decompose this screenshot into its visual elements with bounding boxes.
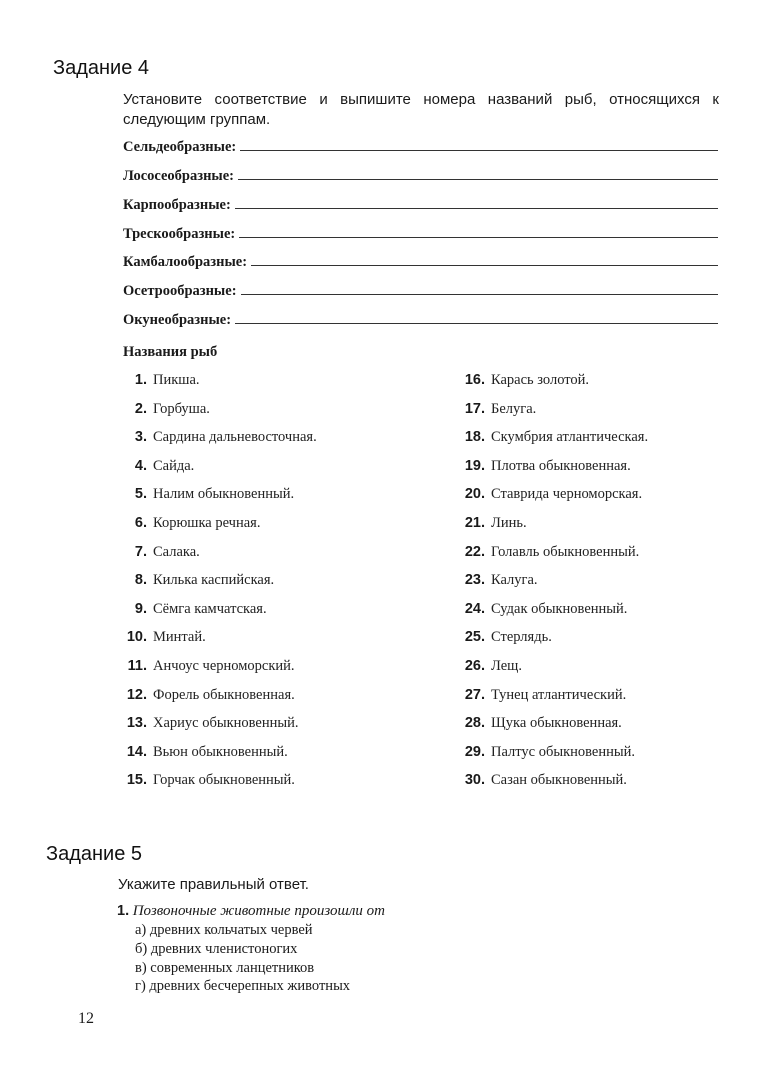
fish-number: 20. xyxy=(464,486,485,503)
fish-item xyxy=(446,458,631,478)
fish-number: 29. xyxy=(464,743,485,760)
fish-number: 27. xyxy=(464,686,485,703)
fish-name: Тунец атлантический. xyxy=(491,686,627,703)
fish-number: 30. xyxy=(464,772,485,789)
fish-number: 12. xyxy=(126,686,147,703)
group-label: Лососеобразные: xyxy=(123,168,235,184)
fish-number: 22. xyxy=(464,543,485,560)
fish-number: 24. xyxy=(464,600,485,617)
task4-title: Задание 4 xyxy=(53,57,150,79)
fish-item xyxy=(446,744,635,764)
fish-name: Голавль обыкновенный. xyxy=(491,543,640,560)
fish-number: 26. xyxy=(464,658,485,674)
task4-instruction: Установите соответствие и выпишите номера названий рыб, относящихся к следующим группам. xyxy=(123,91,719,128)
fish-item xyxy=(110,601,267,621)
fish-number: 19. xyxy=(464,457,485,474)
fish-number: 18. xyxy=(464,429,485,446)
fish-name: Ставрида черноморская. xyxy=(491,486,643,503)
fish-name: Судак обыкновенный. xyxy=(491,600,628,617)
fish-number: 28. xyxy=(464,715,485,732)
question-text: Позвоночные животные произошли от xyxy=(132,903,385,919)
fish-item xyxy=(446,372,589,392)
page-number: 12 xyxy=(78,1010,94,1027)
question-number: 1. xyxy=(117,903,130,919)
fish-item xyxy=(446,601,627,621)
fish-item xyxy=(110,658,295,678)
fish-number: 21. xyxy=(464,515,485,531)
group-label: Окунеобразные: xyxy=(123,312,232,328)
group-row-carp xyxy=(123,194,718,214)
group-label: Трескообразные: xyxy=(123,226,236,242)
fish-number: 17. xyxy=(464,400,485,417)
fish-name: Килька каспийская. xyxy=(153,572,275,589)
fish-item xyxy=(110,744,288,764)
group-label: Сельдеобразные: xyxy=(123,139,237,155)
fish-number: 5. xyxy=(134,486,147,503)
answer-line[interactable] xyxy=(239,237,718,238)
fish-number: 2. xyxy=(134,400,147,417)
group-row-salmon xyxy=(123,165,718,185)
answer-line[interactable] xyxy=(235,208,718,209)
fish-name: Линь. xyxy=(491,515,527,531)
fish-number: 8. xyxy=(134,572,147,589)
fish-name: Сёмга камчатская. xyxy=(153,600,267,617)
fish-name: Анчоус черноморский. xyxy=(153,658,295,674)
group-row-flounder xyxy=(123,251,718,271)
fish-number: 23. xyxy=(464,572,485,589)
fish-name: Корюшка речная. xyxy=(153,515,261,531)
fish-name: Калуга. xyxy=(491,572,538,589)
fish-item xyxy=(110,429,317,449)
task5-title: Задание 5 xyxy=(46,843,143,865)
fish-item xyxy=(446,715,622,735)
fish-number: 9. xyxy=(134,600,147,617)
fish-item xyxy=(110,401,210,421)
group-row-sturgeon xyxy=(123,280,718,300)
fish-item xyxy=(446,429,648,449)
fish-number: 7. xyxy=(134,543,147,560)
fish-item xyxy=(446,544,639,564)
fish-list-title: Названия рыб xyxy=(123,344,218,360)
fish-name: Минтай. xyxy=(153,629,206,646)
fish-name: Налим обыкновенный. xyxy=(153,486,295,503)
group-label: Осетрообразные: xyxy=(123,283,237,299)
fish-item xyxy=(110,715,299,735)
fish-item xyxy=(446,515,527,535)
answer-line[interactable] xyxy=(235,323,718,324)
question-1 xyxy=(117,902,385,921)
fish-name: Палтус обыкновенный. xyxy=(491,743,635,760)
fish-name: Карась золотой. xyxy=(491,372,590,388)
group-row-perch xyxy=(123,309,718,329)
answer-option-d[interactable]: г) древних бесчерепных животных xyxy=(135,978,351,994)
fish-item xyxy=(110,458,194,478)
fish-name: Лещ. xyxy=(491,658,522,674)
fish-number: 4. xyxy=(134,457,147,474)
fish-item xyxy=(446,772,627,792)
fish-item xyxy=(110,544,200,564)
fish-name: Сайда. xyxy=(153,457,195,474)
fish-name: Сазан обыкновенный. xyxy=(491,772,627,789)
fish-number: 11. xyxy=(127,658,147,674)
fish-name: Пикша. xyxy=(153,372,200,388)
answer-option-b[interactable]: б) древних членистоногих xyxy=(135,941,298,957)
group-row-herring xyxy=(123,136,718,156)
fish-number: 13. xyxy=(126,715,147,732)
fish-name: Вьюн обыкновенный. xyxy=(153,743,288,760)
fish-item xyxy=(446,486,642,506)
answer-option-c[interactable]: в) современных ланцетников xyxy=(135,960,315,976)
answer-line[interactable] xyxy=(238,179,718,180)
fish-name: Стерлядь. xyxy=(491,629,552,646)
fish-number: 6. xyxy=(134,515,147,531)
fish-name: Скумбрия атлантическая. xyxy=(491,429,649,446)
fish-item xyxy=(446,629,552,649)
answer-line[interactable] xyxy=(241,294,718,295)
fish-number: 25. xyxy=(464,629,485,646)
fish-item xyxy=(110,372,200,392)
fish-name: Форель обыкновенная. xyxy=(153,686,295,703)
answer-option-a[interactable]: а) древних кольчатых червей xyxy=(135,922,313,938)
fish-number: 10. xyxy=(126,629,147,646)
fish-item xyxy=(446,658,522,678)
group-label: Камбалообразные: xyxy=(123,254,248,270)
fish-item xyxy=(110,515,260,535)
fish-name: Плотва обыкновенная. xyxy=(491,457,631,474)
fish-name: Горбуша. xyxy=(153,400,210,417)
fish-name: Хариус обыкновенный. xyxy=(153,715,299,732)
fish-name: Белуга. xyxy=(491,400,537,417)
fish-item xyxy=(446,572,538,592)
fish-number: 3. xyxy=(134,429,147,446)
task5-instruction: Укажите правильный ответ. xyxy=(118,876,309,893)
fish-item xyxy=(110,572,274,592)
fish-name: Сардина дальневосточная. xyxy=(153,429,317,446)
fish-number: 1. xyxy=(134,372,147,388)
fish-item xyxy=(110,486,294,506)
fish-item xyxy=(110,687,295,707)
fish-item xyxy=(110,629,206,649)
fish-number: 15. xyxy=(126,772,147,789)
fish-item xyxy=(446,687,626,707)
answer-line[interactable] xyxy=(240,150,718,151)
group-label: Карпообразные: xyxy=(123,197,231,213)
fish-name: Щука обыкновенная. xyxy=(491,715,622,732)
group-row-cod xyxy=(123,223,718,243)
fish-name: Салака. xyxy=(153,543,200,560)
fish-number: 14. xyxy=(126,743,147,760)
fish-name: Горчак обыкновенный. xyxy=(153,772,295,789)
fish-item xyxy=(446,401,536,421)
answer-line[interactable] xyxy=(251,265,718,266)
fish-item xyxy=(110,772,295,792)
fish-number: 16. xyxy=(464,372,485,388)
